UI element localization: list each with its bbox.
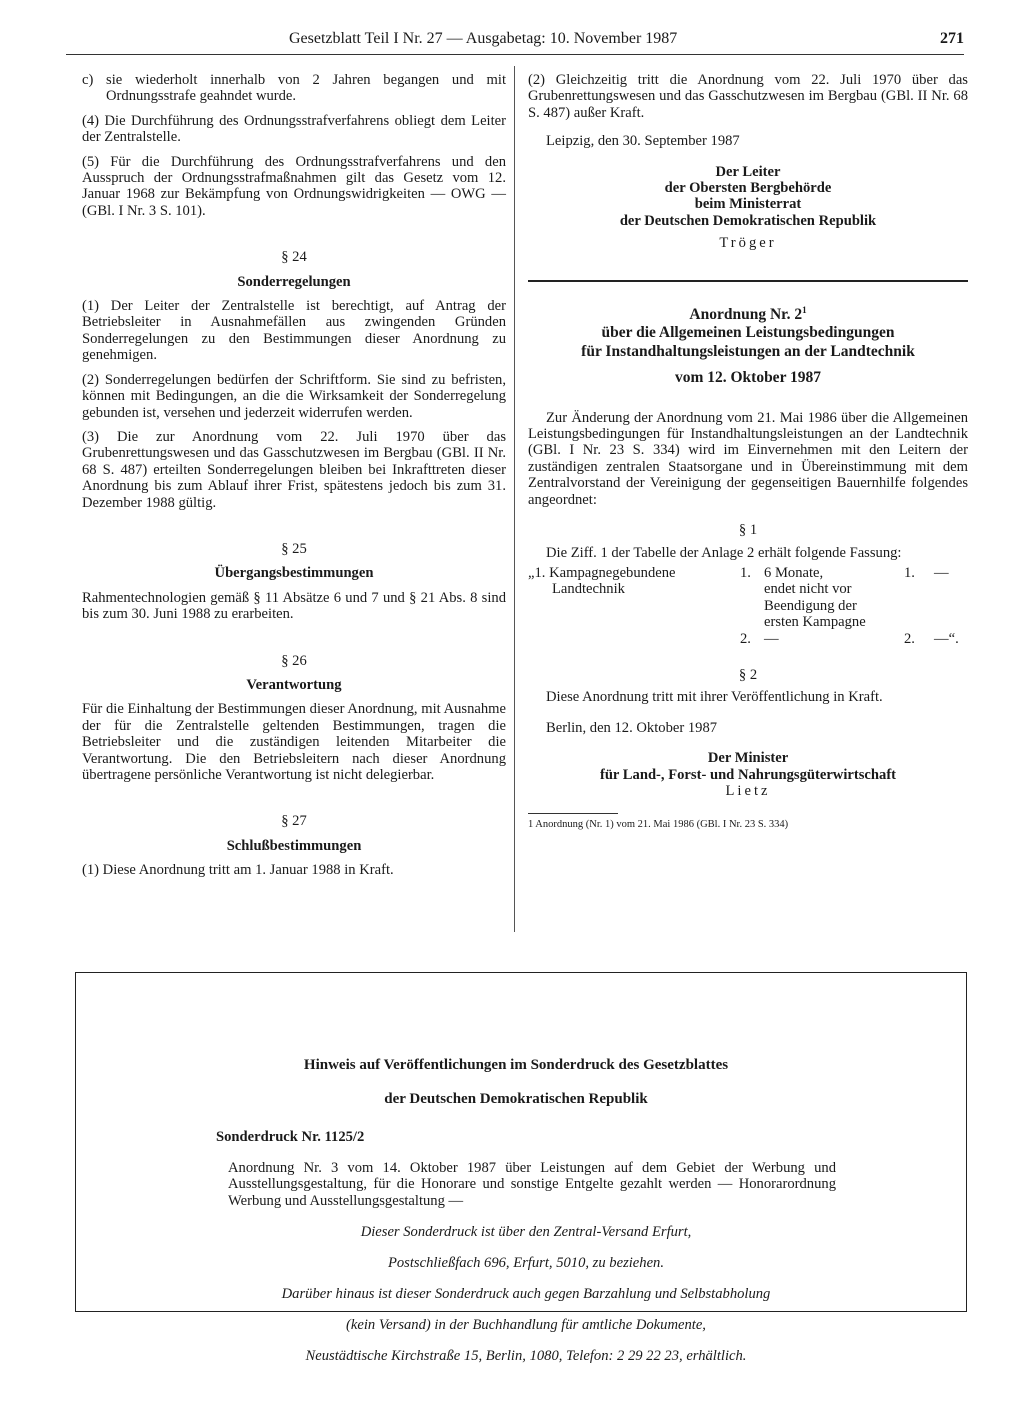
signer-name: Tröger — [719, 235, 777, 252]
paragraph-5: (5) Für die Durchführung des Ordnungsstrafverfahrens und den Ausspruch der Ordnungsstrafmaßnahmen gilt das Gesetz vom 12. Januar 1968 zur Bekämpfung von Ordnungswidrigkeiten — OWG — (GBl. I Nr. 3 S. 101). — [82, 153, 506, 219]
place-date-berlin: Berlin, den 12. Oktober 1987 — [546, 719, 718, 736]
minister-line-1: Der Minister — [707, 750, 789, 767]
section-27-paragraph: (1) Diese Anordnung tritt am 1. Januar 1988 in Kraft. — [82, 862, 394, 879]
header-title: Gesetzblatt Teil I Nr. 27 — Ausgabetag: 10. November 1987 — [289, 30, 678, 47]
section-25-title: Übergangsbestimmungen — [214, 565, 374, 582]
signer-line-1: Der Leiter — [715, 163, 781, 180]
notice-content — [216, 1041, 836, 1379]
paragraph-4: (4) Die Durchführung des Ordnungsstrafverfahrens obliegt dem Leiter der Zentralstelle. — [82, 112, 506, 146]
footnote-ref: 1 — [802, 304, 807, 315]
left-column — [82, 72, 506, 879]
footnote-rule — [528, 813, 618, 814]
right-column — [528, 72, 968, 831]
table-cell-num: 2. — [740, 630, 751, 647]
section-24-paragraph-1: (1) Der Leiter der Zentralstelle ist berechtigt, auf Antrag der Betriebsleiter in Ausnahmefällen aus zwingenden Gründen Sonderregelungen zu den Bestimmungen dieser Anordnung zu genehmigen. — [82, 298, 506, 364]
section-25-number: § 25 — [281, 540, 307, 557]
minister-line-2: für Land-, Forst- und Nahrungsgüterwirtschaft — [599, 766, 897, 783]
section-27-title: Schlußbestimmungen — [226, 837, 362, 854]
section-1-text: Die Ziff. 1 der Tabelle der Anlage 2 erhält folgende Fassung: — [546, 544, 902, 561]
table-cell-duration-2: endet nicht vor — [764, 581, 852, 598]
order-line-1: Dieser Sonderdruck ist über den Zentral-Versand Erfurt, — [360, 1223, 692, 1240]
signer-line-3: beim Ministerrat — [694, 196, 802, 213]
ordinance-title-line-1: Anordnung Nr. 2 — [689, 305, 803, 323]
section-24-paragraph-3: (3) Die zur Anordnung vom 22. Juli 1970 über das Grubenrettungswesen und das Gasschutzwesen im Bergbau (GBl. II Nr. 68 S. 487) erteilten Sonderregelungen bleiben bei Inkrafttreten dieser Anordnung bis zum Ablauf ihrer Frist, spätestens jedoch bis zum 31. Dezember 1988 gültig. — [82, 428, 506, 511]
ordinance-date: vom 12. Oktober 1987 — [674, 369, 822, 387]
section-26-number: § 26 — [281, 652, 307, 669]
section-25-paragraph: Rahmentechnologien gemäß § 11 Absätze 6 und 7 und § 21 Abs. 8 sind bis zum 30. Juni 1988 zu erarbeiten. — [82, 589, 506, 623]
paragraph-2: (2) Gleichzeitig tritt die Anordnung vom 22. Juli 1970 über das Grubenrettungswesen und das Gasschutzwesen im Bergbau (GBl. II Nr. 68 S. 487) außer Kraft. — [528, 72, 968, 121]
table-row — [528, 565, 968, 631]
table-row — [528, 631, 968, 647]
sonderdruck-number: Sonderdruck Nr. 1125/2 — [216, 1129, 365, 1145]
signature-block-bergbehoerde — [528, 164, 968, 252]
section-26-title: Verantwortung — [246, 676, 342, 693]
table-cell-category: „1. Kampagnegebundene — [528, 564, 676, 581]
table-cell-category-cont: Landtechnik — [552, 581, 625, 598]
minister-name: Lietz — [725, 782, 771, 799]
section-2-number: § 2 — [738, 666, 758, 683]
table-cell-value: —“. — [934, 630, 959, 647]
notice-title-line-2: der Deutschen Demokratischen Republik — [384, 1091, 648, 1107]
item-c: c) sie wiederholt innerhalb von 2 Jahren begangen und mit Ordnungsstrafe geahndet wurde. — [82, 72, 506, 105]
section-1-number: § 1 — [738, 522, 758, 539]
notice-box — [75, 972, 967, 1364]
sonderdruck-text: Anordnung Nr. 3 vom 14. Oktober 1987 über Leistungen auf dem Gebiet der Werbung und Ausstellungsgestaltung, für die Honorare und sonstige Entgelte gezahlt werden — Honorarordnung Werbung und Ausstellungsgestaltung — — [228, 1160, 836, 1209]
order-line-2: Postschließfach 696, Erfurt, 5010, zu beziehen. — [387, 1254, 665, 1271]
table-cell-num-2: 2. — [904, 630, 915, 647]
table-cell-num: 1. — [740, 564, 751, 581]
section-27-number: § 27 — [281, 813, 307, 830]
section-2-text: Diese Anordnung tritt mit ihrer Veröffentlichung in Kraft. — [546, 689, 883, 706]
footnote: 1 Anordnung (Nr. 1) vom 21. Mai 1986 (GBl. I Nr. 23 S. 334) — [528, 819, 789, 831]
page-number: 271 — [940, 30, 964, 47]
page-header — [66, 30, 964, 52]
ordinance-intro: Zur Änderung der Anordnung vom 21. Mai 1986 über die Allgemeinen Leistungsbedingungen für Instandhaltungsleistungen an der Landtechnik (GBl. I Nr. 23 S. 334) wird im Einvernehmen mit den Leitern der zuständigen zentralen Staatsorgane und in Übereinstimmung mit dem Zentralvorstand der Vereinigung der gegenseitigen Bauernhilfe folgendes angeordnet: — [528, 409, 968, 508]
table-cell-value: — — [934, 564, 949, 581]
section-26-paragraph: Für die Einhaltung der Bestimmungen dieser Anordnung, mit Ausnahme der für die Zentralstelle geltenden Bestimmungen, tragen die Betriebsleiter und die zuständigen leitenden Mitarbeiter die Verantwortung. Die den Betriebsleitern nach dieser Anordnung übertragene persönliche Verantwortung ist nicht delegierbar. — [82, 701, 506, 783]
signer-line-2: der Obersten Bergbehörde — [664, 180, 832, 197]
ordinance-title — [528, 306, 968, 388]
table-cell-duration-3: Beendigung der — [764, 597, 857, 614]
table-cell-num-2: 1. — [904, 564, 915, 581]
place-date-leipzig: Leipzig, den 30. September 1987 — [546, 133, 740, 150]
ziffer-table — [528, 565, 968, 647]
table-cell-duration-4: ersten Kampagne — [764, 614, 866, 631]
section-rule — [528, 280, 968, 282]
section-24-title: Sonderregelungen — [237, 273, 351, 290]
ordinance-title-line-2: über die Allgemeinen Leistungsbedingungen — [601, 324, 895, 342]
column-divider — [514, 66, 515, 932]
section-24-paragraph-2: (2) Sonderregelungen bedürfen der Schriftform. Sie sind zu befristen, können mit Bedingungen, an die die Wirksamkeit der Sonderregelung gebunden ist, versehen und jederzeit widerrufen werden. — [82, 371, 506, 421]
section-24-number: § 24 — [281, 249, 307, 266]
signer-line-4: der Deutschen Demokratischen Republik — [619, 212, 877, 229]
table-cell-duration: — — [764, 630, 779, 647]
ordinance-title-line-3: für Instandhaltungsleistungen an der Landtechnik — [581, 342, 915, 360]
table-cell-duration-1: 6 Monate, — [764, 564, 824, 581]
notice-title-line-1: Hinweis auf Veröffentlichungen im Sonderdruck des Gesetzblattes — [303, 1057, 729, 1073]
signature-block-minister — [528, 750, 968, 799]
header-rule — [66, 54, 964, 55]
order-line-3: Darüber hinaus ist dieser Sonderdruck auch gegen Barzahlung und Selbstabholung — [281, 1285, 771, 1302]
order-line-5: Neustädtische Kirchstraße 15, Berlin, 1080, Telefon: 2 29 22 23, erhältlich. — [305, 1347, 747, 1364]
order-line-4: (kein Versand) in der Buchhandlung für amtliche Dokumente, — [346, 1316, 706, 1333]
